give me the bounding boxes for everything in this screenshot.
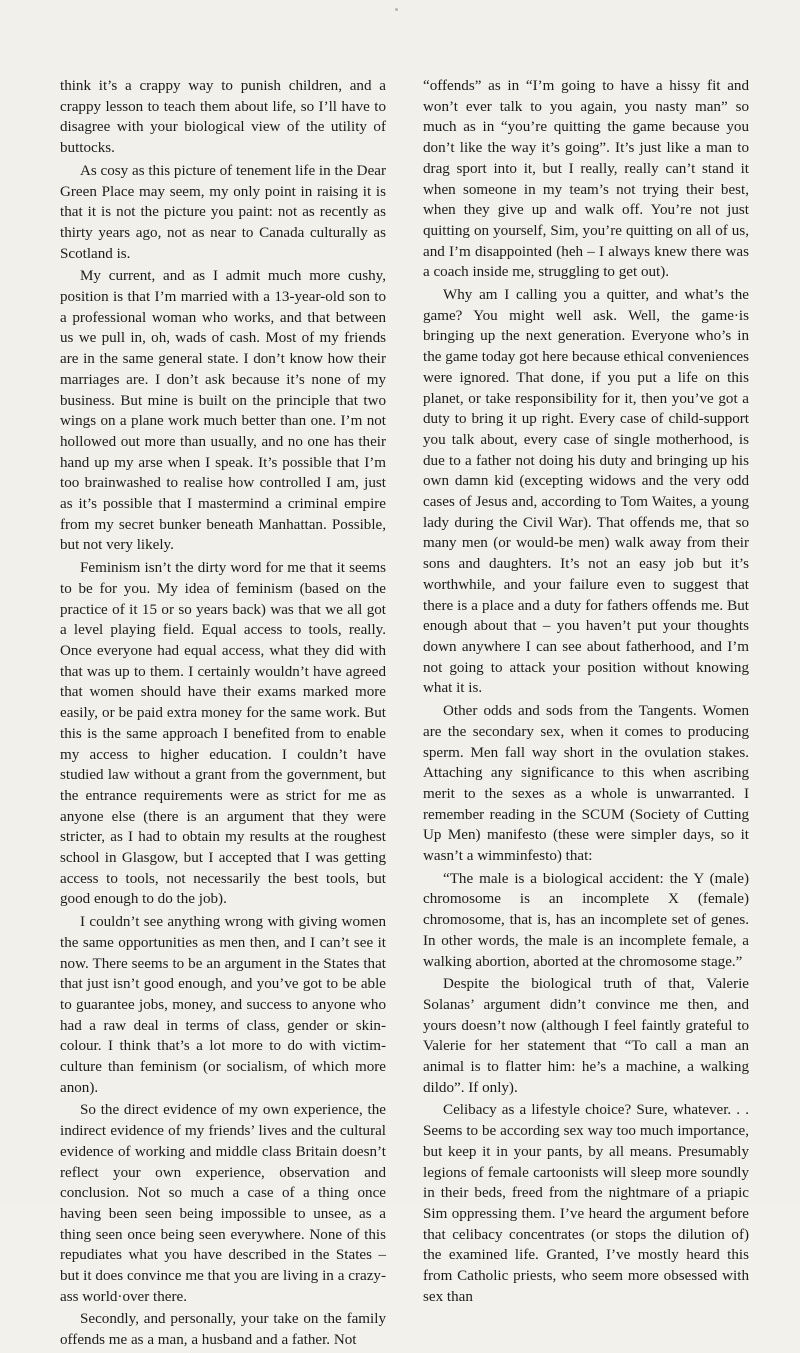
paragraph: Secondly, and personally, your take on the family offends me as a man, a husband and a father. Not: [60, 1311, 386, 1349]
paragraph: Celibacy as a lifestyle choice? Sure, whatever. . . Seems to be according sex way too much importance, but keep it in your pants, by all means. Presumably legions of female cartoonists will sleep more soundly in their beds, freed from the nightmare of a priapic Sim oppressing them. I’ve heard the argument before that celibacy concentrates (or stops the dilution of) the examined life. Granted, I’ve mostly heard this from Catholic priests, who seem more obsessed with sex than: [423, 1102, 749, 1305]
paragraph: “offends” as in “I’m going to have a hissy fit and won’t ever talk to you again, you nasty man” so much as in “you’re quitting the game because you don’t like the way it’s going”. It’s just like a man to drag sport into it, but I really, really can’t stand it when someone in my team’s not trying their best, when they give up and walk off. You’re not just quitting on yourself, Sim, you’re quitting on all of us, and I’m disappointed (heh – I always knew there was a coach inside me, struggling to get out).: [423, 78, 749, 281]
paragraph: Why am I calling you a quitter, and what’s the game? You might well ask. Well, the game·is bringing up the next generation. Everyone who’s in the game today got here because ethical conveniences were ignored. That done, if you put a life on this planet, or take responsibility for it, then you’ve got a duty to bring it up right. Every case of child-support you talk about, every case of single motherhood, is due to a father not doing his duty and bringing up his own damn kid (excepting widows and the very odd cases of Jesus and, according to Tom Waites, a young lady during the Civil War). That offends me, that so many men (or would-be men) walk away from their sons and daughters. It’s not an easy job but it’s worthwhile, and your failure even to suggest that there is a place and a duty for fathers offends me. But enough about that – you haven’t put your thoughts down anywhere I can see about fatherhood, and I’m not going to attack your position without knowing what it is.: [423, 287, 749, 697]
left-column: [60, 76, 386, 1353]
paragraph: As cosy as this picture of tenement life in the Dear Green Place may seem, my only point in raising it is that it is not the picture you paint: not as recently as thirty years ago, not as near to Canada culturally as Scotland is.: [60, 162, 386, 262]
scan-speck: [395, 8, 398, 11]
paragraph: Feminism isn’t the dirty word for me that it seems to be for you. My idea of feminism (based on the practice of it 15 or so years back) was that we all got a level playing field. Equal access to tools, really. Once everyone had equal access, what they did with that was up to them. I certainly wouldn’t have agreed that women should have their exams marked more easily, or be paid extra money for the same work. But this is the same approach I benefited from to enable my access to higher education. I couldn’t have studied law without a grant from the government, but the entrance requirements were as strict for me as anyone else (there is an argument that they were stricter, as I had to obtain my results at the roughest school in Glasgow, but I accepted that I was getting access to tools, not necessarily the best tools, but good enough to do the job).: [60, 560, 386, 908]
paragraph: So the direct evidence of my own experience, the indirect evidence of my friends’ lives and the cultural evidence of working and middle class Britain doesn’t reflect your own experience, observation and conclusion. Not so much a case of a thing once having been seen being impossible to unsee, as a thing seen once being seen everywhere. None of this repudiates what you have described in the States – but it does convince me that you are living in a crazy-ass world·over there.: [60, 1102, 386, 1305]
paragraph: My current, and as I admit much more cushy, position is that I’m married with a 13-year-old son to a professional woman who works, and that between us we pull in, oh, wads of cash. Most of my friends are in the same general state. I don’t know how their marriages are. I don’t ask because it’s none of my business. But mine is built on the principle that two wings on a plane work much better than one. I’m not hollowed out more than usually, and no one has their hand up my arse when I speak. It’s possible that I’m too brainwashed to realise how controlled I am, just as it’s possible that I mastermind a criminal empire from my secret bunker beneath Manhattan. Possible, but not very likely.: [60, 268, 386, 554]
paragraph: Other odds and sods from the Tangents. Women are the secondary sex, when it comes to producing sperm. Men fall way short in the ovulation stakes. Attaching any significance to this when ascribing merit to the sexes as a whole is unwarranted. I remember reading in the SCUM (Society of Cutting Up Men) manifesto (these were simpler days, so it wasn’t a wimminfesto) that:: [423, 703, 749, 865]
paragraph: Despite the biological truth of that, Valerie Solanas’ argument didn’t convince me then, and yours doesn’t now (although I feel faintly grateful to Valerie for her statement that “To call a man an animal is to flatter him: he’s a machine, a walking dildo”. If only).: [423, 976, 749, 1096]
right-column: [423, 76, 749, 1309]
quotation-paragraph: “The male is a biological accident: the Y (male) chromosome is an incomplete X (female) chromosome, that is, has an incomplete set of genes. In other words, the male is an incomplete female, a walking abortion, aborted at the chromosome stage.”: [423, 870, 749, 970]
paragraph: think it’s a crappy way to punish children, and a crappy lesson to teach them about life, so I’ll have to disagree with your biological view of the utility of buttocks.: [60, 78, 386, 157]
paragraph: I couldn’t see anything wrong with giving women the same opportunities as men then, and I can’t see it now. There seems to be an argument in the States that that just isn’t good enough, and you’ve got to be able to guarantee jobs, money, and success to anyone who had a raw deal in terms of class, gender or skin-colour. I think that’s a lot more to do with victim-culture than feminism (or socialism, of which more anon).: [60, 914, 386, 1096]
